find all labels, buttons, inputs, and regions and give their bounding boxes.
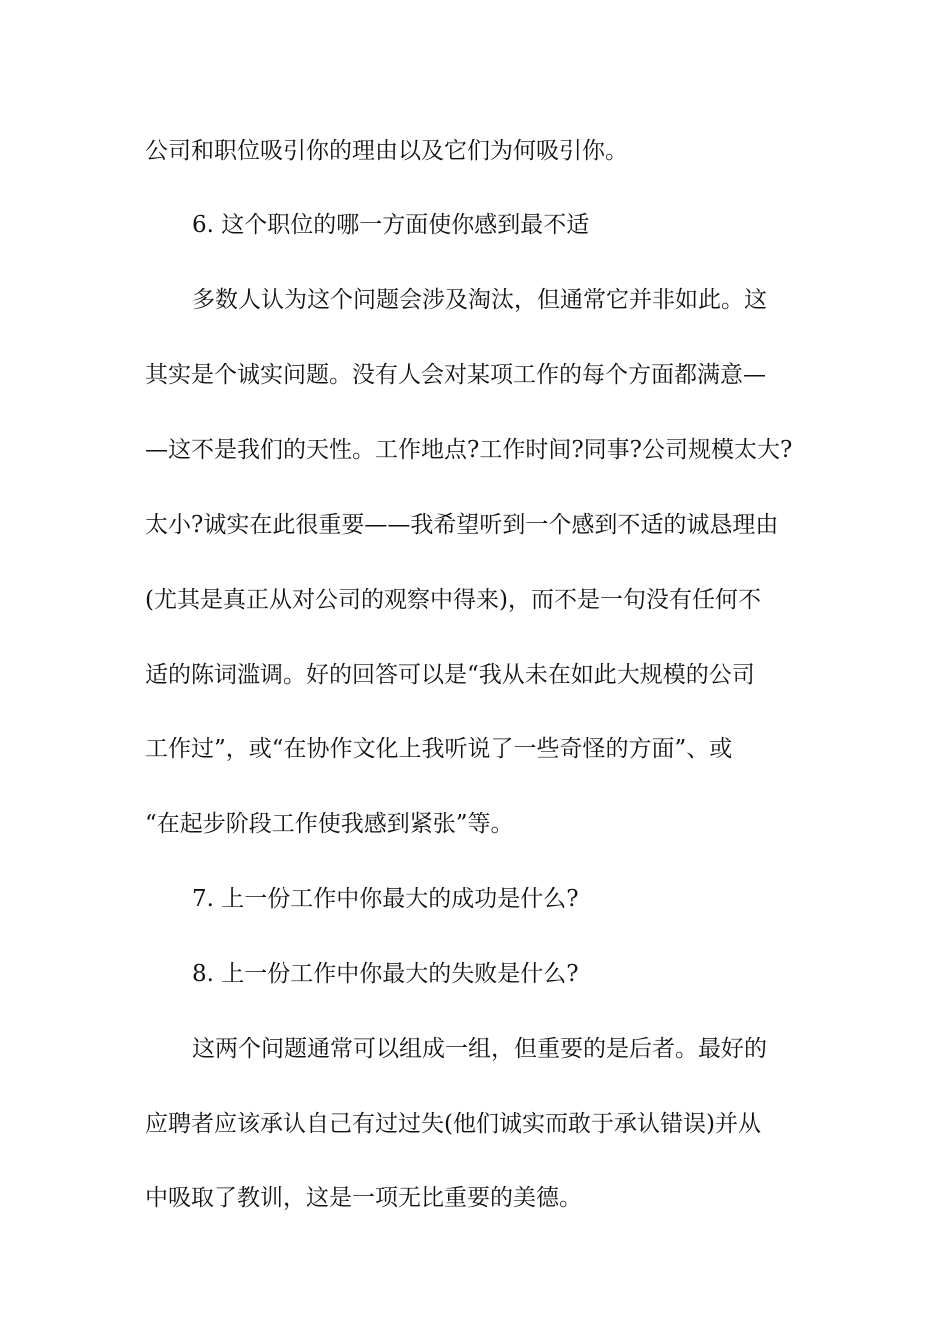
text-line: “在起步阶段工作使我感到紧张”等。 <box>145 811 514 837</box>
text-line: 多数人认为这个问题会涉及淘汰，但通常它并非如此。这 <box>192 287 767 313</box>
text-line: 中吸取了教训，这是一项无比重要的美德。 <box>145 1185 582 1211</box>
text-line: 适的陈词滥调。好的回答可以是“我从未在如此大规模的公司 <box>145 662 755 688</box>
text-line: 太小?诚实在此很重要——我希望听到一个感到不适的诚恳理由 <box>145 512 779 538</box>
question-heading-6: 6. 这个职位的哪一方面使你感到最不适 <box>192 212 590 238</box>
text-line: —这不是我们的天性。工作地点?工作时间?同事?公司规模太大? <box>145 437 793 463</box>
text-line: (尤其是真正从对公司的观察中得来)，而不是一句没有任何不 <box>145 587 761 613</box>
text-line: 这两个问题通常可以组成一组，但重要的是后者。最好的 <box>192 1036 767 1062</box>
question-heading-7: 7. 上一份工作中你最大的成功是什么? <box>192 886 579 912</box>
text-line: 应聘者应该承认自己有过过失(他们诚实而敢于承认错误)并从 <box>145 1111 761 1137</box>
question-heading-8: 8. 上一份工作中你最大的失败是什么? <box>192 961 579 987</box>
text-line: 公司和职位吸引你的理由以及它们为何吸引你。 <box>145 138 628 164</box>
text-line: 工作过”，或“在协作文化上我听说了一些奇怪的方面”、或 <box>145 736 733 762</box>
text-line: 其实是个诚实问题。没有人会对某项工作的每个方面都满意— <box>145 362 766 388</box>
